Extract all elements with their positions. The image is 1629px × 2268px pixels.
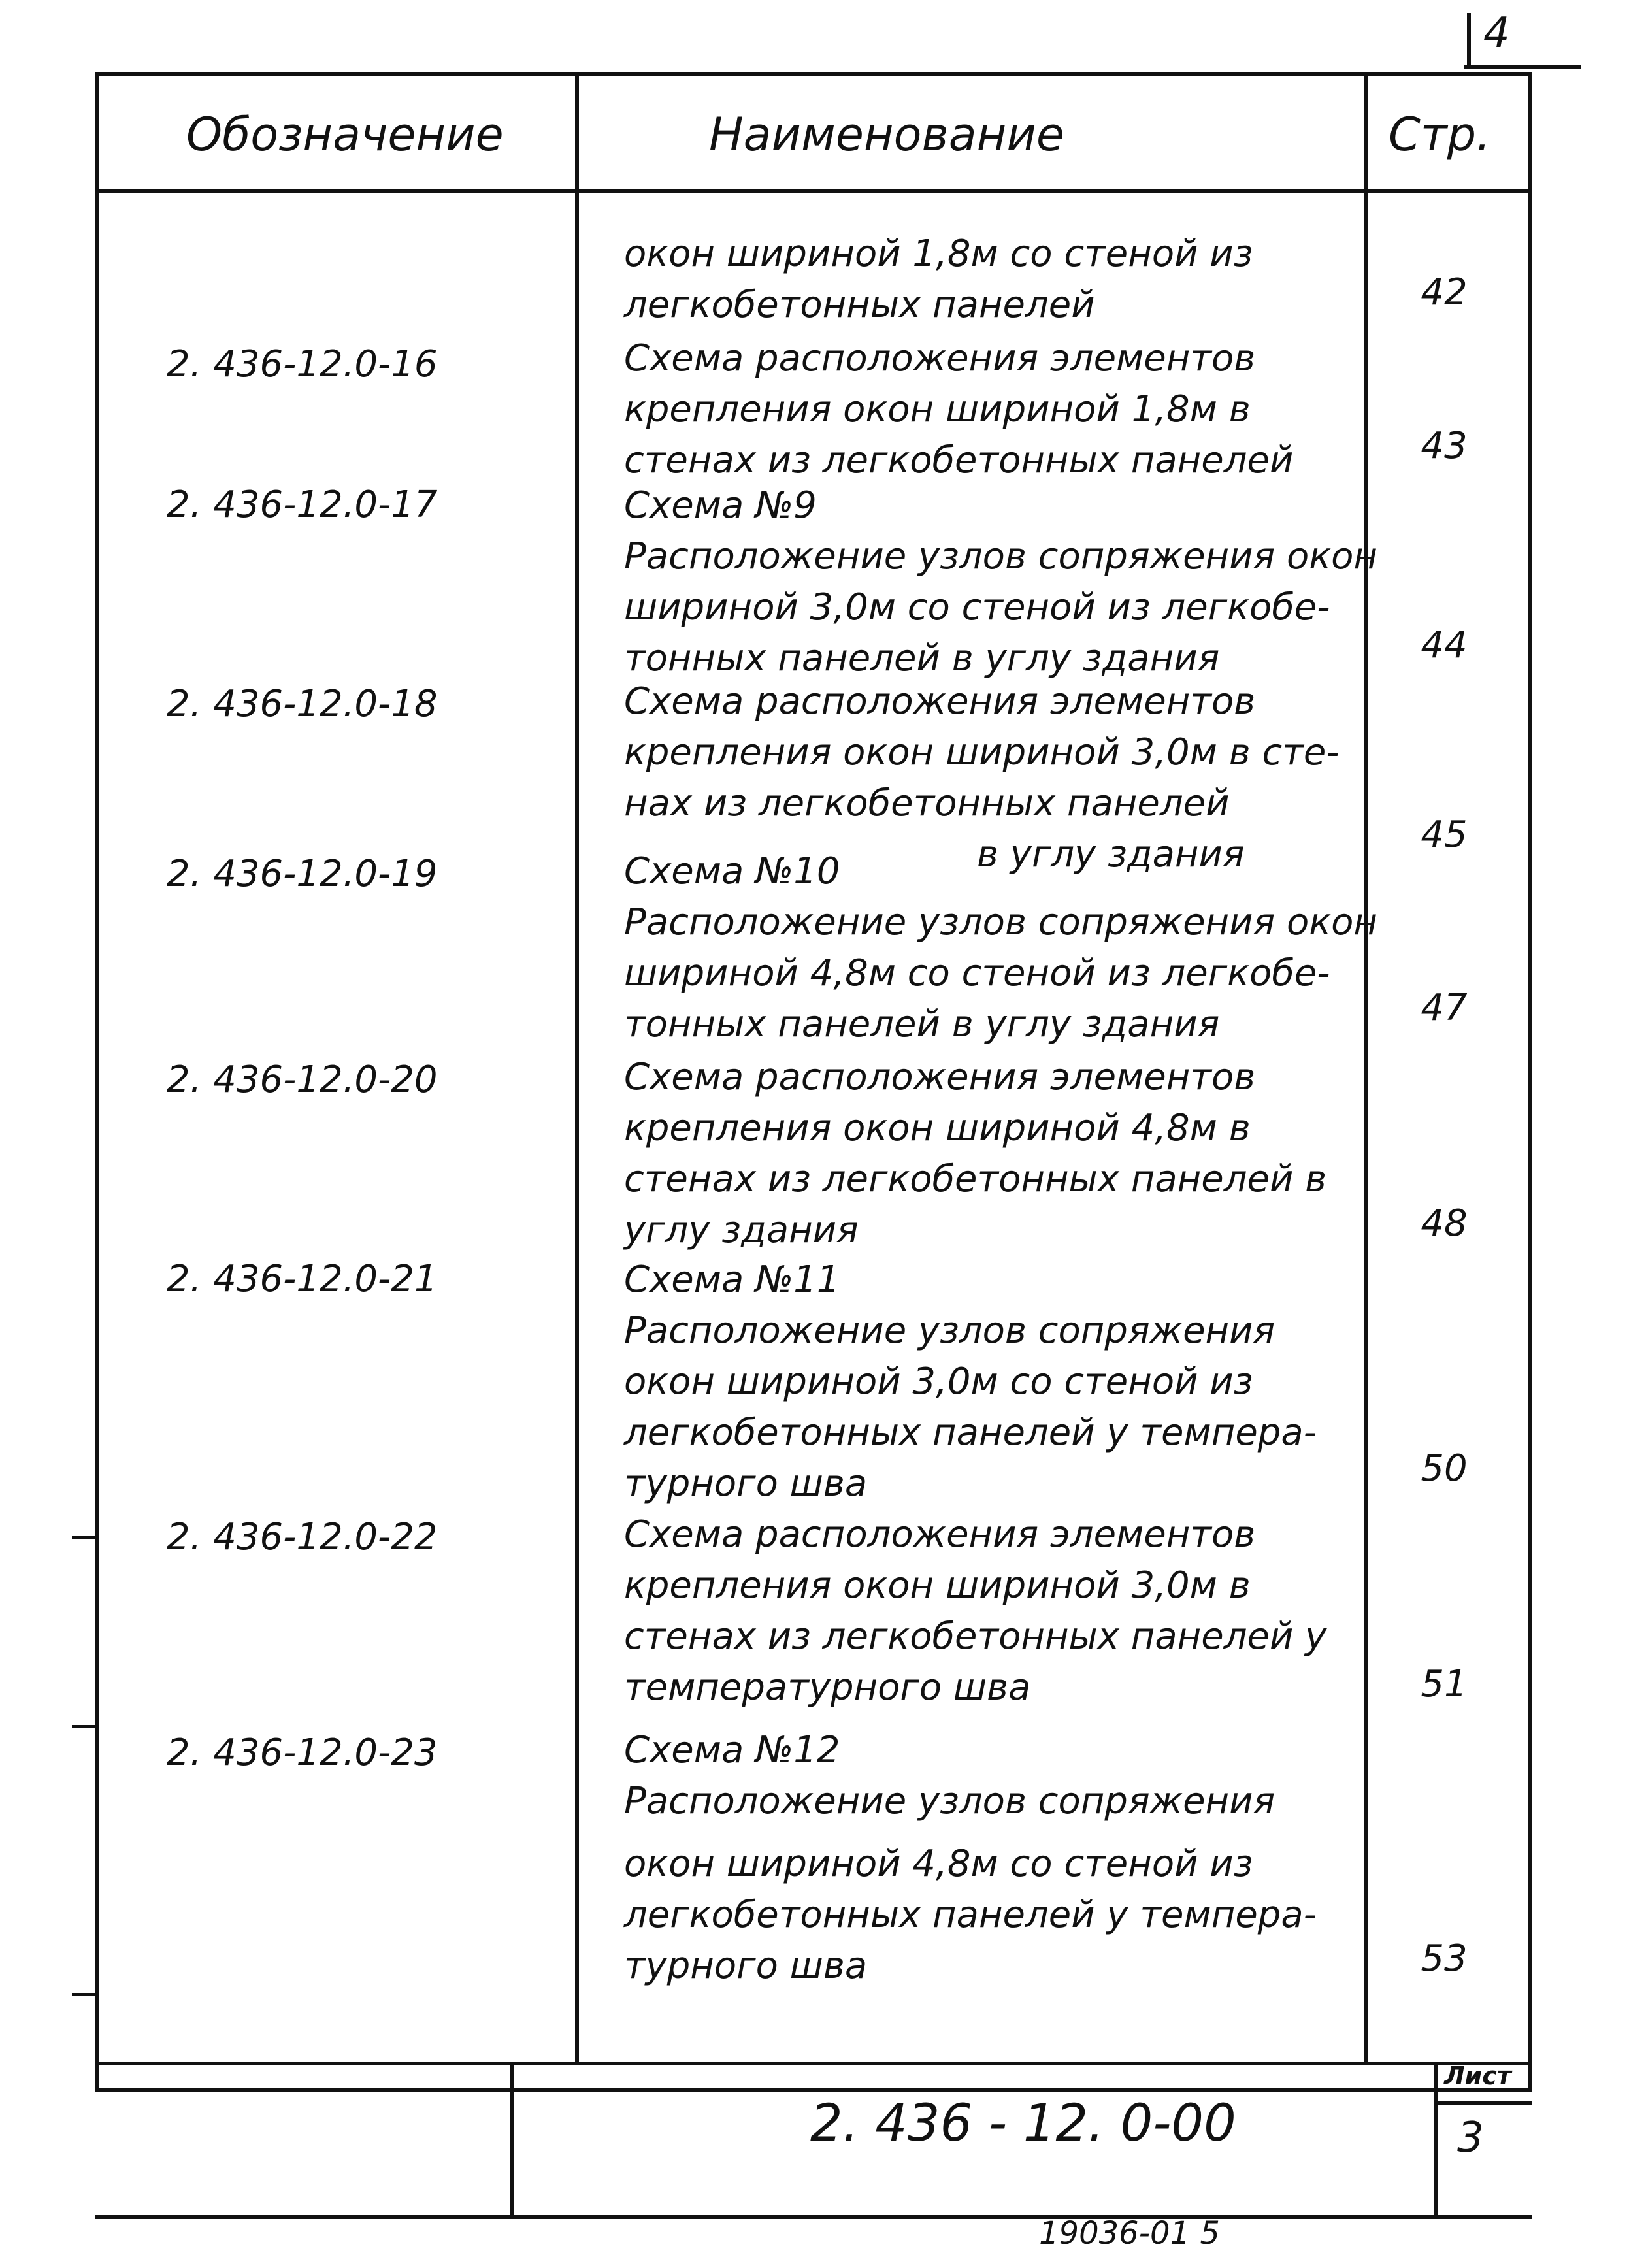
column-divider-2	[1364, 72, 1368, 2065]
corner-number: 4	[1483, 9, 1510, 58]
row-page: 47	[1421, 987, 1468, 1029]
row-page: 44	[1421, 624, 1468, 666]
stamp-right-divider	[1434, 2062, 1438, 2218]
row-code: 2. 436-12.0-17	[167, 484, 438, 526]
row-code: 2. 436-12.0-23	[167, 1732, 438, 1774]
row-name: Схема №9 Расположение узлов сопряжения окон шириной 3,0м со стеной из легкобе- тонных панелей в углу здания	[624, 484, 1378, 680]
header-page: Стр.	[1389, 108, 1491, 161]
row-code: 2. 436-12.0-16	[167, 343, 438, 386]
column-divider-1	[575, 72, 579, 2065]
row-page: 42	[1421, 271, 1468, 314]
margin-tick	[72, 1993, 98, 1996]
header-designation: Обозначение	[186, 108, 504, 161]
sheet-label: Лист	[1444, 2062, 1511, 2090]
sheet-cell-divider	[1434, 2101, 1532, 2105]
row-code: 2. 436-12.0-18	[167, 683, 438, 725]
sheet-number: 3	[1457, 2114, 1484, 2162]
row-page: 48	[1421, 1202, 1468, 1245]
row-name: Схема №11 Расположение узлов сопряжения окон шириной 3,0м со стеной из легкобетонных панелей у темпера- турного шва	[624, 1258, 1317, 1505]
document-code: 2. 436 - 12. 0-00	[810, 2094, 1236, 2153]
corner-line	[1464, 65, 1581, 69]
row-code: 2. 436-12.0-19	[167, 853, 438, 895]
frame-bottom	[95, 2215, 1532, 2219]
stamp-divider	[95, 2062, 1532, 2065]
margin-tick	[72, 1536, 98, 1539]
row-page: 43	[1421, 425, 1468, 467]
row-code: 2. 436-12.0-22	[167, 1516, 438, 1558]
archive-number: 19036-01 5	[1039, 2215, 1220, 2252]
row-page: 50	[1421, 1447, 1468, 1490]
row-name: Схема №12 Расположение узлов сопряжения окон шириной 4,8м со стеной из легкобетонных панелей у темпера- турного шва	[624, 1729, 1317, 1987]
row-name: Схема расположения элементов крепления окон шириной 1,8м в стенах из легкобетонных панелей	[624, 337, 1294, 482]
row-name: Схема расположения элементов крепления окон шириной 3,0м в стенах из легкобетонных панелей у температурного шва	[624, 1513, 1327, 1709]
row-page: 45	[1421, 814, 1468, 856]
row-name: Схема расположения элементов крепления окон шириной 4,8м в стенах из легкобетонных панелей в углу здания	[624, 1056, 1327, 1251]
row-page: 53	[1421, 1937, 1468, 1980]
row-code: 2. 436-12.0-20	[167, 1059, 438, 1101]
row-code: 2. 436-12.0-21	[167, 1258, 438, 1300]
margin-tick	[72, 1725, 98, 1728]
row-page: 51	[1421, 1663, 1468, 1705]
header-divider	[95, 189, 1532, 193]
header-name: Наименование	[709, 108, 1064, 161]
corner-tick	[1467, 13, 1471, 65]
row-name: Схема расположения элементов крепления окон шириной 3,0м в сте- нах из легкобетонных панелей в углу здания	[624, 680, 1340, 876]
stamp-left-divider-full	[510, 2062, 514, 2218]
row-name: окон шириной 1,8м со стеной из легкобетонных панелей	[624, 233, 1253, 326]
row-name: Схема №10 Расположение узлов сопряжения окон шириной 4,8м со стеной из легкобе- тонных панелей в углу здания	[624, 850, 1378, 1045]
